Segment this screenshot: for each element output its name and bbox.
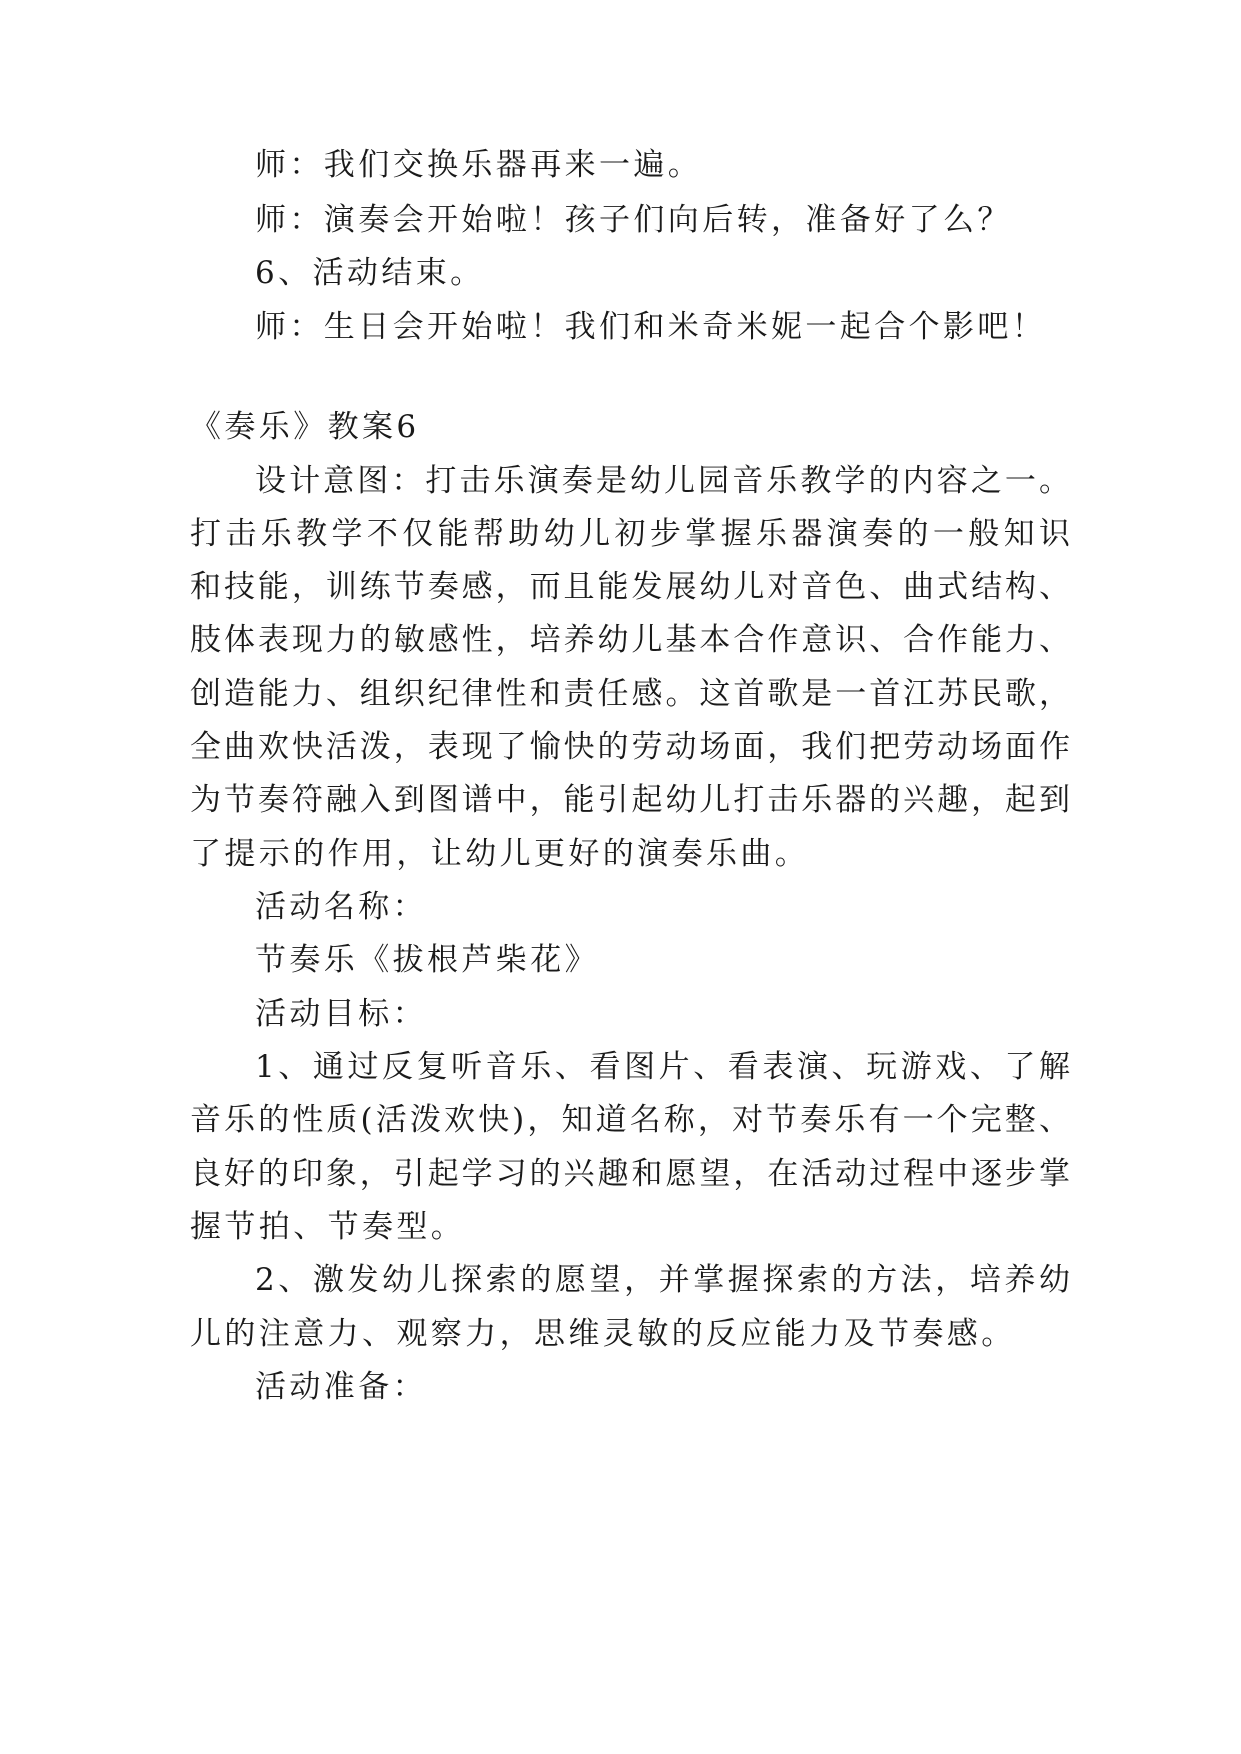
section-title: 《奏乐》教案6 (190, 409, 420, 445)
paragraph-line: 为节奏符融入到图谱中，能引起幼儿打击乐器的兴趣，起到 (190, 782, 1070, 818)
goal-line: 儿的注意力、观察力，思维灵敏的反应能力及节奏感。 (190, 1316, 1016, 1352)
paragraph-line: 全曲欢快活泼，表现了愉快的劳动场面，我们把劳动场面作 (190, 729, 1070, 765)
goal-line: 2、激发幼儿探索的愿望，并掌握探索的方法，培养幼 (255, 1262, 1070, 1298)
goal-line: 音乐的性质(活泼欢快)，知道名称，对节奏乐有一个完整、 (190, 1102, 1070, 1138)
goal-line: 良好的印象，引起学习的兴趣和愿望，在活动过程中逐步掌 (190, 1156, 1070, 1192)
dialogue-line: 师：生日会开始啦！我们和米奇米妮一起合个影吧！ (255, 309, 1047, 345)
paragraph-line: 了提示的作用，让幼儿更好的演奏乐曲。 (190, 836, 810, 872)
dialogue-line: 师：演奏会开始啦！孩子们向后转，准备好了么？ (255, 202, 1012, 238)
activity-name: 节奏乐《拔根芦柴花》 (255, 942, 599, 978)
paragraph-line: 打击乐教学不仅能帮助幼儿初步掌握乐器演奏的一般知识 (190, 516, 1070, 552)
paragraph-line: 设计意图：打击乐演奏是幼儿园音乐教学的内容之一。 (255, 463, 1070, 499)
goal-line: 1、通过反复听音乐、看图片、看表演、玩游戏、了解 (255, 1049, 1070, 1085)
dialogue-line: 师：我们交换乐器再来一遍。 (255, 147, 703, 183)
paragraph-line: 创造能力、组织纪律性和责任感。这首歌是一首江苏民歌， (190, 676, 1070, 712)
activity-name-label: 活动名称： (255, 889, 427, 925)
activity-prep-label: 活动准备： (255, 1369, 427, 1405)
step-heading: 6、活动结束。 (255, 255, 485, 291)
paragraph-line: 和技能，训练节奏感，而且能发展幼儿对音色、曲式结构、 (190, 569, 1070, 605)
activity-goals-label: 活动目标： (255, 996, 427, 1032)
paragraph-line: 肢体表现力的敏感性，培养幼儿基本合作意识、合作能力、 (190, 622, 1070, 658)
goal-line: 握节拍、节奏型。 (190, 1209, 466, 1245)
